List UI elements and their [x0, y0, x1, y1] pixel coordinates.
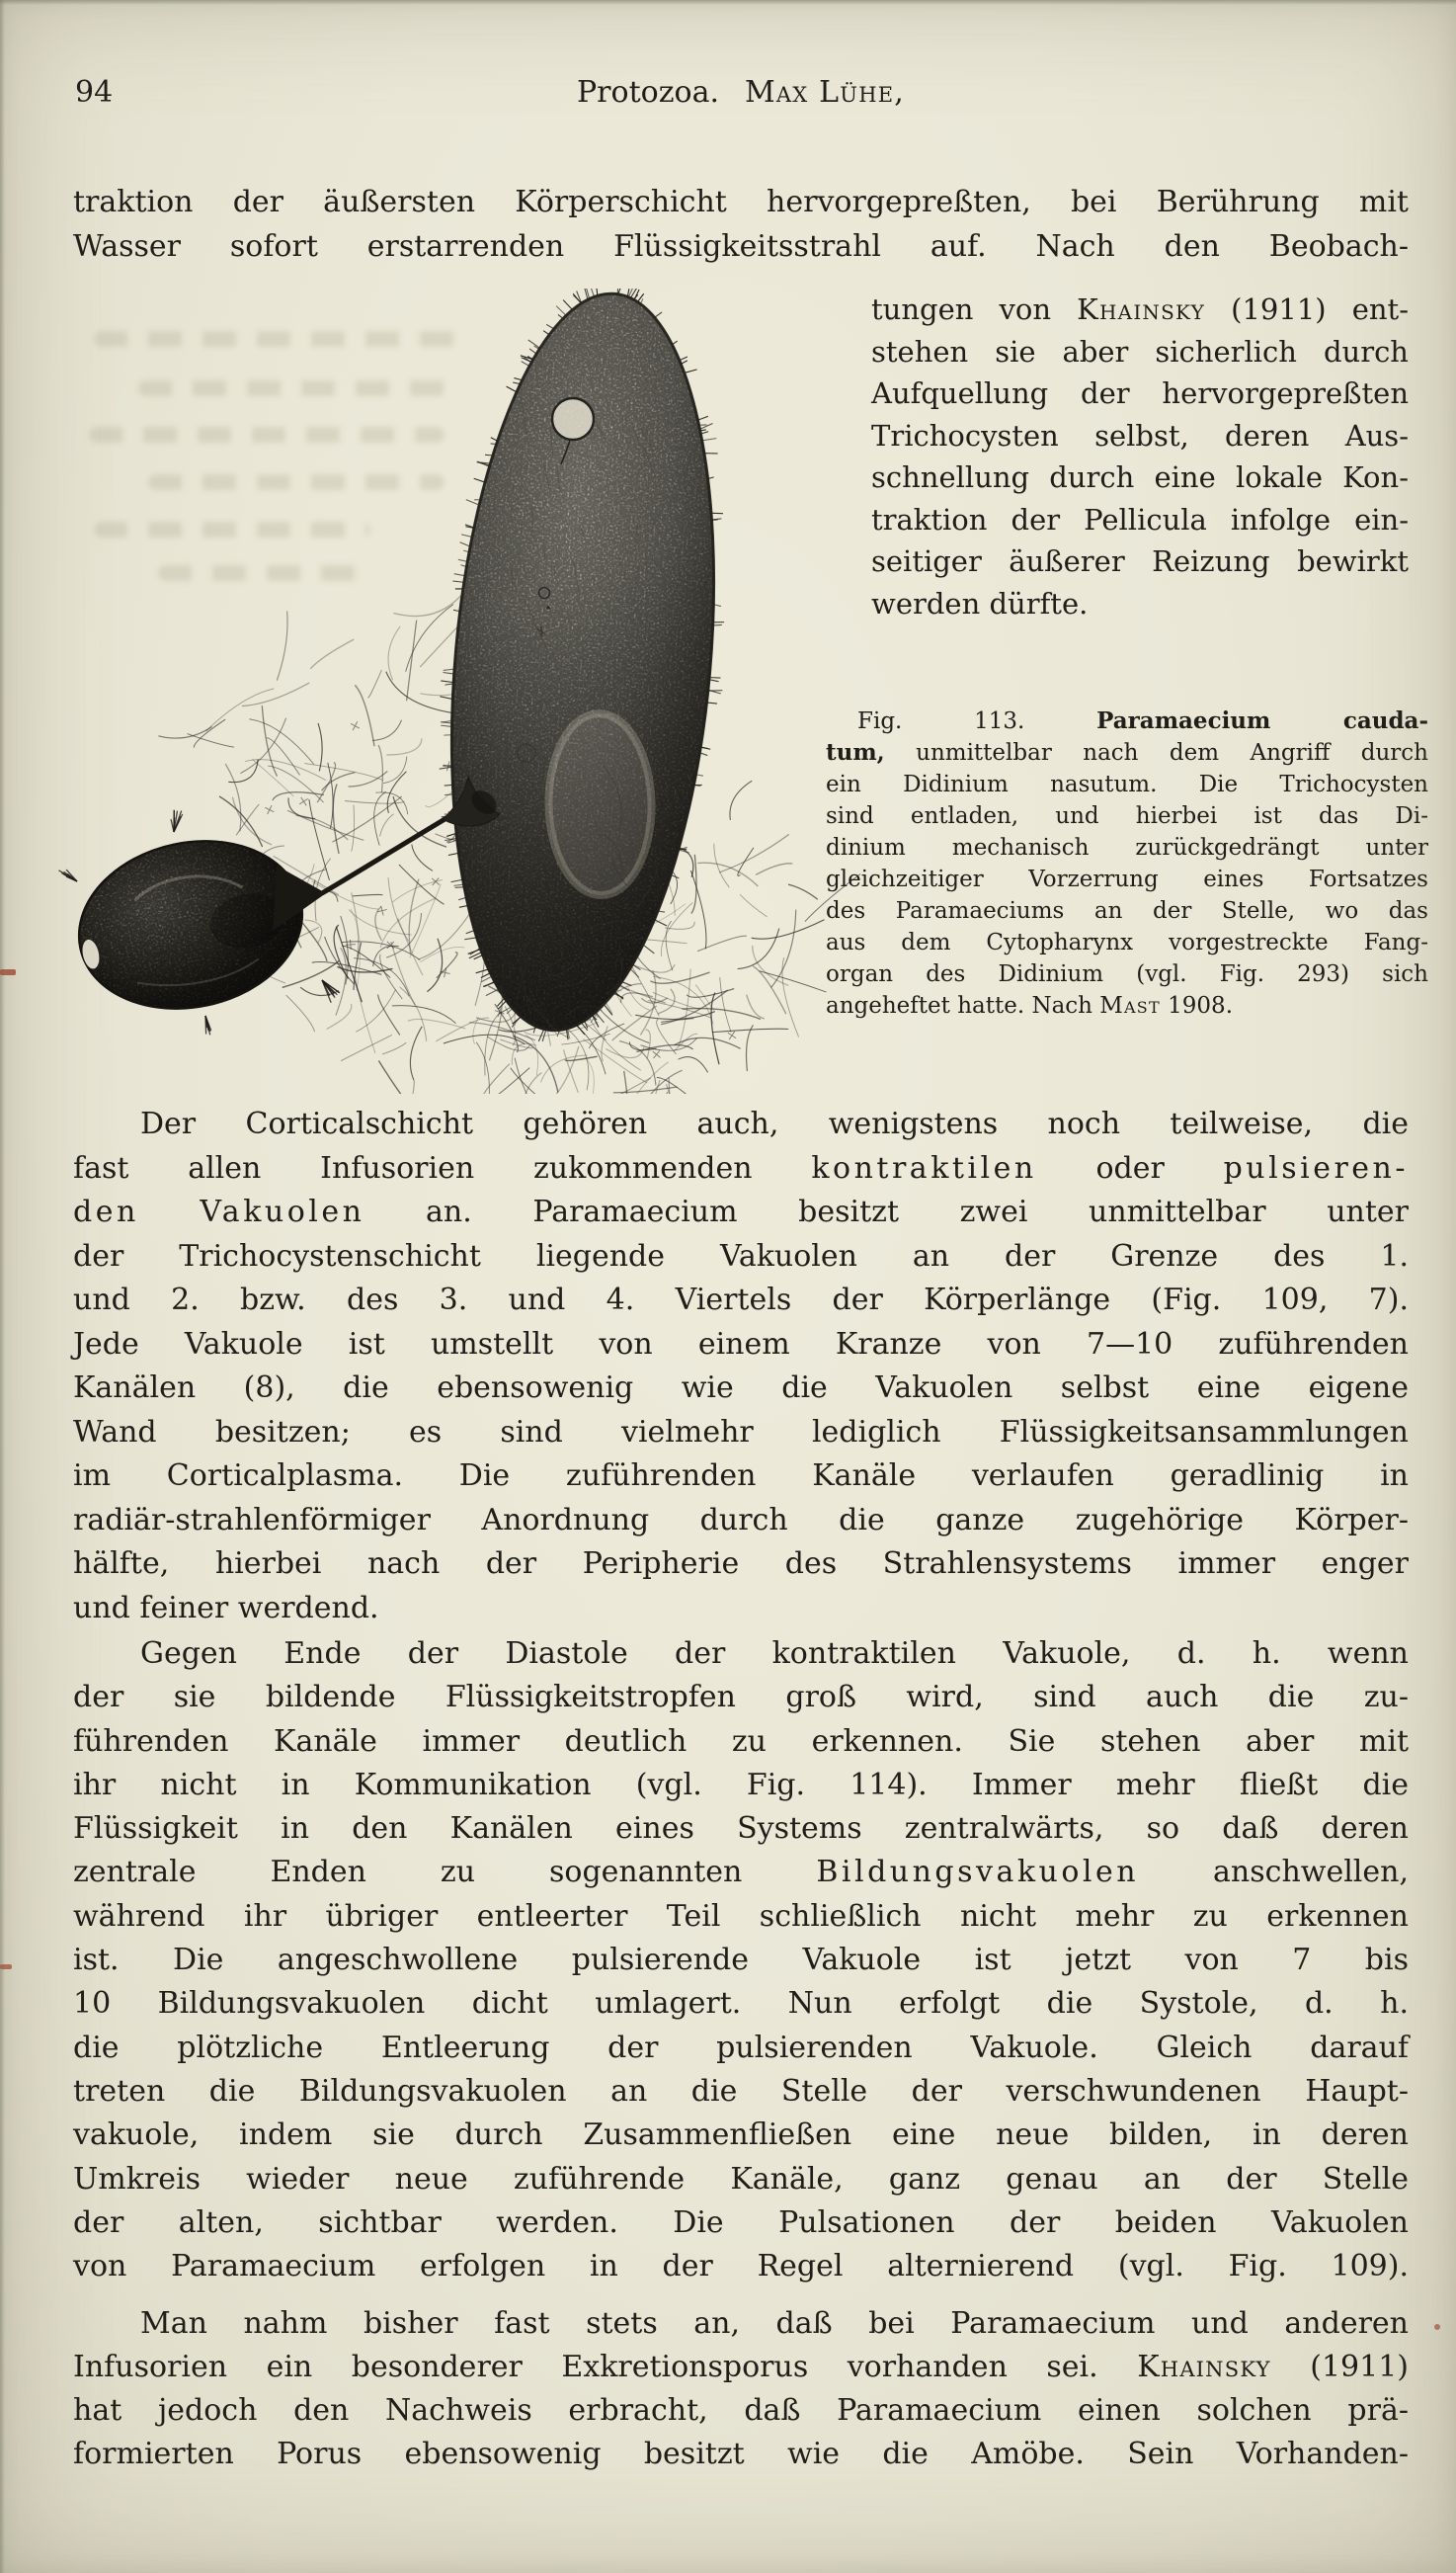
- text-line: gleichzeitiger Vorzerrung eines Fortsatzes: [826, 867, 1428, 892]
- text-line: stehen sie aber sicherlich durch: [871, 334, 1409, 369]
- text-line: Aufquellung der hervorgepreßten: [871, 376, 1409, 410]
- text-line: traktion der Pellicula infolge ein-: [871, 502, 1409, 537]
- ink-mark: [0, 1964, 12, 1969]
- text-line: Flüssigkeit in den Kanälen eines Systems zentralwärts, so daß deren: [73, 1811, 1409, 1847]
- text-line: Trichocysten selbst, deren Aus-: [871, 418, 1409, 453]
- text-line: des Paramaeciums an der Stelle, wo das: [826, 898, 1428, 924]
- text-line: und feiner werdend.: [73, 1590, 379, 1625]
- text-line: angeheftet hatte. Nach Mast 1908.: [826, 993, 1233, 1019]
- text-line: ein Didinium nasutum. Die Trichocysten: [826, 772, 1428, 797]
- running-author: Max Lühe,: [745, 75, 905, 110]
- text-line: werden dürfte.: [871, 586, 1089, 621]
- text-line: Man nahm bisher fast stets an, daß bei Paramaecium und anderen: [140, 2306, 1409, 2341]
- page-number: 94: [75, 75, 114, 110]
- text-line: organ des Didinium (vgl. Fig. 293) sich: [826, 961, 1428, 987]
- text-line: 10 Bildungsvakuolen dicht umlagert. Nun erfolgt die Systole, d. h.: [73, 1986, 1409, 2022]
- text-line: treten die Bildungsvakuolen an die Stelle der verschwundenen Haupt-: [73, 2073, 1409, 2109]
- text-line: ist. Die angeschwollene pulsierende Vakuole ist jetzt von 7 bis: [73, 1943, 1409, 1978]
- running-title: Protozoa.: [577, 75, 719, 110]
- text-line: während ihr übriger entleerter Teil schließlich nicht mehr zu erkennen: [73, 1898, 1409, 1934]
- scan-edge-shadow-left: [0, 0, 5, 2573]
- text-line: Infusorien ein besonderer Exkretionsporus vorhanden sei. Khainsky (1911): [73, 2350, 1409, 2384]
- figure-caption: [826, 706, 1428, 1022]
- wrapped-text-column: [871, 289, 1409, 624]
- text-line: hat jedoch den Nachweis erbracht, daß Paramaecium einen solchen prä-: [73, 2393, 1409, 2428]
- text-line: schnellung durch eine lokale Kon-: [871, 460, 1409, 494]
- text-line: den Vakuolen an. Paramaecium besitzt zwei unmittelbar unter: [73, 1195, 1409, 1229]
- text-line: seitiger äußerer Reizung bewirkt: [871, 544, 1409, 578]
- text-line: von Paramaecium erfolgen in der Regel alternierend (vgl. Fig. 109).: [73, 2249, 1409, 2284]
- text-line: Wasser sofort erstarrenden Flüssigkeitsstrahl auf. Nach den Beobach-: [73, 229, 1409, 264]
- running-header: [73, 75, 1409, 110]
- text-line: dinium mechanisch zurückgedrängt unter: [826, 835, 1428, 861]
- text-line: tungen von Khainsky (1911) ent-: [871, 292, 1409, 326]
- body-paragraph-exkretion: [73, 2302, 1409, 2476]
- figure-illustration: [28, 289, 862, 1094]
- paramaecium-didinium-drawing: [28, 289, 862, 1094]
- text-line: Jede Vakuole ist umstellt von einem Kranze von 7—10 zuführenden: [73, 1326, 1409, 1362]
- text-line: fast allen Infusorien zukommenden kontraktilen oder pulsieren-: [73, 1150, 1410, 1186]
- text-line: der alten, sichtbar werden. Die Pulsationen der beiden Vakuolen: [73, 2204, 1409, 2240]
- text-line: Wand besitzen; es sind vielmehr lediglich Flüssigkeitsansammlungen: [73, 1414, 1409, 1450]
- text-line: radiär-strahlenförmiger Anordnung durch die ganze zugehörige Körper-: [73, 1502, 1409, 1537]
- text-line: aus dem Cytopharynx vorgestreckte Fang-: [826, 930, 1428, 955]
- text-line: vakuole, indem sie durch Zusammenfließen eine neue bilden, in deren: [73, 2117, 1409, 2153]
- text-line: Gegen Ende der Diastole der kontraktilen Vakuole, d. h. wenn: [140, 1636, 1409, 1671]
- text-line: Der Corticalschicht gehören auch, wenigstens noch teilweise, die: [140, 1107, 1409, 1141]
- text-line: hälfte, hierbei nach der Peripherie des Strahlensystems immer enger: [73, 1546, 1409, 1581]
- body-paragraph-vakuolen: [73, 1103, 1409, 1630]
- body-paragraph-diastole: [73, 1632, 1409, 2288]
- text-line: formierten Porus ebensowenig besitzt wie die Amöbe. Sein Vorhanden-: [73, 2437, 1409, 2471]
- ink-mark: [0, 969, 16, 975]
- text-line: der sie bildende Flüssigkeitstropfen groß wird, sind auch die zu-: [73, 1680, 1409, 1715]
- text-line: Umkreis wieder neue zuführende Kanäle, ganz genau an der Stelle: [73, 2161, 1409, 2197]
- text-line: der Trichocystenschicht liegende Vakuolen an der Grenze des 1.: [73, 1238, 1409, 1274]
- text-line: traktion der äußersten Körperschicht hervorgepreßten, bei Berührung mit: [73, 185, 1409, 219]
- text-line: tum, unmittelbar nach dem Angriff durch: [826, 739, 1428, 766]
- text-line: Kanälen (8), die ebensowenig wie die Vakuolen selbst eine eigene: [73, 1370, 1409, 1405]
- text-line: ihr nicht in Kommunikation (vgl. Fig. 114). Immer mehr fließt die: [73, 1767, 1409, 1802]
- text-line: und 2. bzw. des 3. und 4. Viertels der Körperlänge (Fig. 109, 7).: [73, 1283, 1409, 1317]
- intro-paragraph: [73, 180, 1409, 269]
- text-line: die plötzliche Entleerung der pulsierenden Vakuole. Gleich darauf: [73, 2030, 1409, 2065]
- ink-mark: [1434, 2324, 1440, 2330]
- text-line: Fig. 113. Paramaecium cauda-: [857, 707, 1428, 734]
- scan-edge-shadow-top: [0, 0, 1456, 5]
- text-line: zentrale Enden zu sogenannten Bildungsvakuolen anschwellen,: [73, 1855, 1410, 1890]
- text-line: im Corticalplasma. Die zuführenden Kanäle verlaufen geradlinig in: [73, 1458, 1409, 1493]
- text-line: sind entladen, und hierbei ist das Di-: [826, 803, 1428, 829]
- text-line: führenden Kanäle immer deutlich zu erkennen. Sie stehen aber mit: [73, 1723, 1409, 1759]
